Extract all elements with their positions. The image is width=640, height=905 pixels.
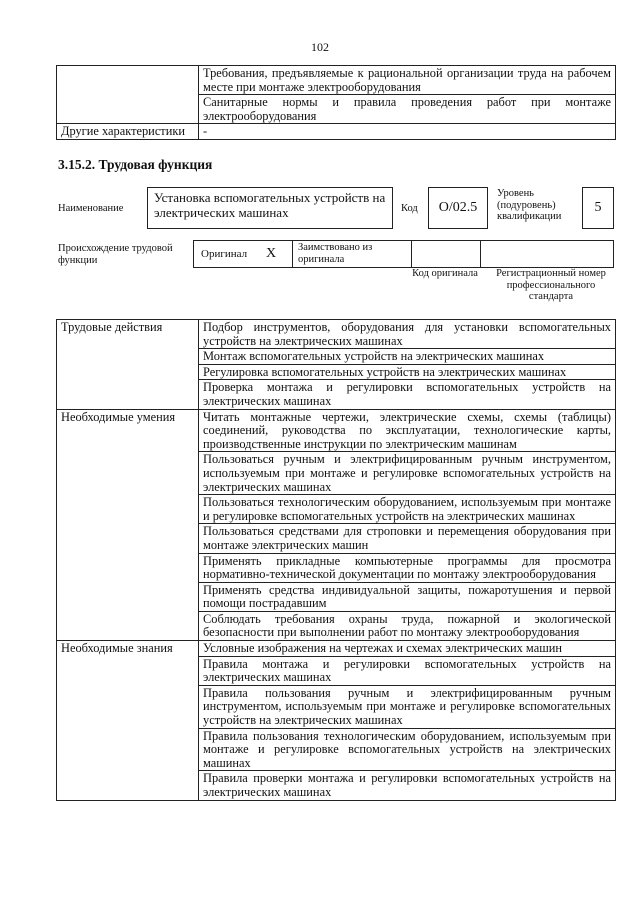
table-cell-label: Другие характеристики <box>57 124 199 140</box>
origin-label: Происхождение трудовой функции <box>58 243 173 266</box>
name-label: Наименование <box>58 203 124 214</box>
group-item: Применять средства индивидуальной защиты, пожаротушения и первой помощи пострадавшим <box>199 582 616 611</box>
group-label: Необходимые знания <box>57 641 199 801</box>
table-cell-text: Санитарные нормы и правила проведения работ при монтаже электрооборудования <box>199 95 616 124</box>
level-label: Уровень (подуровень) квалификации <box>497 188 562 222</box>
original-cell <box>193 240 293 268</box>
group-item: Подбор инструментов, оборудования для установки вспомогательных устройств на электрических машинах <box>199 320 616 349</box>
group-item: Пользоваться средствами для строповки и перемещения оборудования при монтаже электрических машин <box>199 524 616 553</box>
group-item: Пользоваться ручным и электрифицированным ручным инструментом, используемым при монтаже и регулировке вспомогательных устройств на электрических машинах <box>199 452 616 495</box>
group-item: Читать монтажные чертежи, электрические схемы, схемы (таблицы) соединений, руководства по эксплуатации, технологические карты, производственные инструкции по электрическим машинам <box>199 409 616 452</box>
group-item: Правила монтажа и регулировки вспомогательных устройств на электрических машинах <box>199 656 616 685</box>
table-row <box>57 641 616 657</box>
group-item: Регулировка вспомогательных устройств на электрических машинах <box>199 364 616 380</box>
reg-number-caption: Регистрационный номер профессионального стандарта <box>496 268 606 302</box>
table-cell-text: - <box>199 124 616 140</box>
original-mark: X <box>266 246 277 261</box>
group-item: Правила пользования технологическим оборудованием, используемым при монтаже и регулировке вспомогательных устройств на электрических машинах <box>199 728 616 771</box>
reg-number-cell <box>480 240 614 268</box>
table-row <box>57 409 616 452</box>
code-original-caption: Код оригинала <box>412 268 478 279</box>
table-row <box>57 320 616 349</box>
group-item: Соблюдать требования охраны труда, пожарной и экологической безопасности при выполнении работ по монтажу электрооборудования <box>199 611 616 640</box>
section-heading: 3.15.2. Трудовая функция <box>58 157 213 172</box>
function-table <box>56 319 616 801</box>
group-label: Необходимые умения <box>57 409 199 641</box>
group-item: Правила пользования ручным и электрифицированным ручным инструментом, используемым при монтаже и регулировке вспомогательных устройств на электрических машинах <box>199 685 616 728</box>
original-label: Оригинал <box>201 248 248 260</box>
borrowed-label: Заимствовано из оригинала <box>298 242 373 265</box>
group-item: Пользоваться технологическим оборудованием, используемым при монтаже и регулировке вспомогательных устройств на электрических машинах <box>199 495 616 524</box>
group-item: Проверка монтажа и регулировки вспомогательных устройств на электрических машинах <box>199 380 616 409</box>
table-row <box>57 124 616 140</box>
origin-table <box>193 240 614 268</box>
page-number: 102 <box>311 40 329 54</box>
borrowed-cell <box>292 240 412 268</box>
code-label: Код <box>401 203 418 214</box>
group-item: Правила проверки монтажа и регулировки вспомогательных устройств на электрических машинах <box>199 771 616 800</box>
table-cell-label <box>57 66 199 124</box>
characteristics-table <box>56 65 616 140</box>
code-value: O/02.5 <box>428 187 488 229</box>
group-label: Трудовые действия <box>57 320 199 410</box>
group-item: Монтаж вспомогательных устройств на электрических машинах <box>199 349 616 365</box>
code-original-cell <box>411 240 481 268</box>
table-cell-text: Требования, предъявляемые к рациональной организации труда на рабочем месте при монтаже электрооборудования <box>199 66 616 95</box>
group-item: Применять прикладные компьютерные программы для просмотра нормативно-технической документации по монтажу электрооборудования <box>199 553 616 582</box>
name-value: Установка вспомогательных устройств на электрических машинах <box>147 187 393 229</box>
level-value: 5 <box>582 187 614 229</box>
table-row <box>57 66 616 95</box>
group-item: Условные изображения на чертежах и схемах электрических машин <box>199 641 616 657</box>
